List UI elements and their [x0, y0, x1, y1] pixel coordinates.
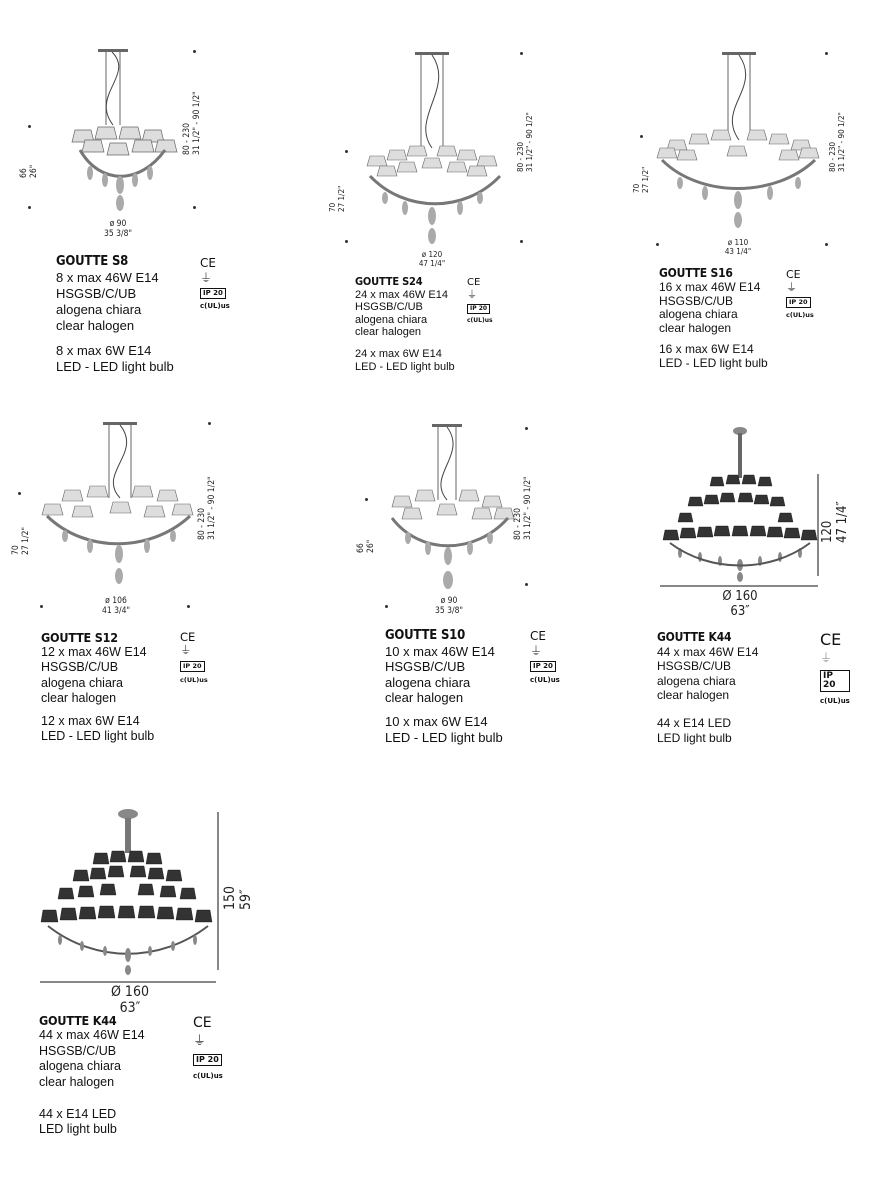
halogen-it: alogena chiara — [41, 675, 124, 690]
product-code: HSGSB/C/UB — [659, 293, 734, 308]
drop-in: 31 1/2" - 90 1/2" — [206, 476, 217, 540]
halogen-en: clear halogen — [657, 688, 730, 703]
diameter-cm: ø 106 — [105, 596, 127, 606]
height-dimension — [222, 886, 254, 910]
diameter-cm: ø 110 — [727, 238, 749, 247]
chandelier-s8-illustration — [40, 45, 200, 215]
height-dimension — [632, 167, 650, 193]
ul-listed-icon: c(UL)us — [530, 676, 560, 684]
led-spec: 12 x max 6W E14 — [41, 714, 140, 729]
halogen-en: clear halogen — [39, 1074, 115, 1089]
led-spec: 10 x max 6W E14 — [385, 713, 488, 729]
height-in: 26" — [365, 539, 376, 553]
drawing-goutte-s8 — [40, 45, 200, 215]
drop-cm: 80 - 230 — [197, 508, 207, 540]
chandelier-s12-illustration — [35, 418, 200, 593]
diameter-dimension — [712, 589, 768, 619]
drop-dimension — [516, 112, 534, 172]
ip20-icon: IP 20 — [530, 661, 556, 672]
ce-mark-icon: CE — [820, 630, 842, 649]
halogen-it: alogena chiara — [657, 673, 736, 688]
led-label: LED - LED light bulb — [659, 355, 768, 370]
halogen-spec: 44 x max 46W E14 — [657, 644, 759, 659]
ground-icon: ⏚ — [820, 651, 833, 665]
specs-goutte-k44-small — [657, 630, 758, 745]
halogen-it: alogena chiara — [659, 307, 738, 322]
drawing-goutte-s16 — [650, 48, 825, 233]
halogen-it: alogena chiara — [385, 674, 471, 690]
corner-mark — [208, 422, 211, 425]
halogen-spec: 12 x max 46W E14 — [41, 645, 147, 660]
height-cm: 70 — [328, 202, 337, 212]
corner-mark — [385, 605, 388, 608]
height-in: 27 1/2" — [641, 166, 651, 193]
product-name: GOUTTE K44 — [657, 630, 732, 644]
diameter-cm: ø 90 — [440, 596, 458, 606]
product-name: GOUTTE S24 — [355, 275, 423, 288]
chandelier-s10-illustration — [380, 420, 520, 595]
diameter-cm: Ø 160 — [722, 589, 758, 604]
diameter-cm: Ø 160 — [111, 984, 149, 1000]
specs-goutte-k44-large — [39, 1013, 145, 1138]
ip20-icon: IP 20 — [180, 661, 205, 672]
ul-listed-icon: c(UL)us — [193, 1072, 223, 1080]
drawing-goutte-s10 — [380, 420, 520, 595]
height-dimension — [328, 186, 346, 212]
halogen-it: alogena chiara — [39, 1059, 122, 1074]
corner-mark — [193, 50, 196, 53]
diameter-dimension — [427, 597, 471, 617]
corner-mark — [187, 605, 190, 608]
led-label: LED - LED light bulb — [56, 359, 174, 374]
diameter-dimension — [716, 238, 760, 256]
drop-dimension — [183, 91, 203, 155]
drop-in: 31 1/2" - 90 1/2" — [522, 476, 533, 540]
diameter-in: 63″ — [119, 1000, 141, 1016]
dimension-lines — [40, 812, 225, 987]
drop-dimension — [514, 476, 534, 540]
specs-goutte-s10 — [385, 628, 503, 745]
halogen-en: clear halogen — [355, 326, 422, 339]
diameter-cm: ø 90 — [109, 219, 127, 229]
diameter-in: 35 3/8" — [104, 228, 132, 239]
corner-mark — [28, 125, 31, 128]
product-name: GOUTTE S12 — [41, 630, 118, 645]
specs-goutte-s16 — [659, 267, 768, 371]
led-label: LED light bulb — [39, 1122, 117, 1137]
specs-goutte-s24 — [355, 276, 455, 373]
ce-mark-icon: CE — [786, 268, 801, 281]
halogen-spec: 44 x max 46W E14 — [39, 1028, 145, 1043]
ip20-icon: IP 20 — [786, 297, 811, 308]
drop-cm: 80 - 230 — [513, 508, 523, 540]
halogen-en: clear halogen — [56, 318, 135, 333]
ul-listed-icon: c(UL)us — [467, 317, 493, 324]
cert-icons — [530, 629, 560, 684]
height-cm: 70 — [632, 183, 641, 193]
corner-mark — [28, 206, 31, 209]
halogen-spec: 10 x max 46W E14 — [385, 643, 495, 659]
halogen-en: clear halogen — [385, 690, 464, 706]
ip20-icon: IP 20 — [467, 304, 490, 314]
height-dimension — [357, 540, 377, 553]
product-name: GOUTTE S8 — [56, 254, 129, 269]
corner-mark — [345, 240, 348, 243]
product-code: HSGSB/C/UB — [41, 660, 119, 675]
ip20-icon: IP 20 — [820, 670, 850, 692]
corner-mark — [825, 52, 828, 55]
drop-cm: 80 - 230 — [828, 141, 837, 172]
corner-mark — [825, 243, 828, 246]
drop-in: 31 1/2" - 90 1/2" — [525, 112, 535, 172]
corner-mark — [18, 492, 21, 495]
specs-goutte-s8 — [56, 254, 174, 375]
corner-mark — [345, 150, 348, 153]
product-name: GOUTTE S16 — [659, 266, 733, 280]
drop-cm: 80 - 230 — [182, 123, 192, 155]
led-spec: 44 x E14 LED — [657, 715, 732, 730]
height-cm: 70 — [11, 545, 21, 555]
corner-mark — [640, 135, 643, 138]
cert-icons — [786, 268, 814, 319]
ul-listed-icon: c(UL)us — [820, 697, 850, 705]
ground-icon: ⏚ — [467, 290, 477, 301]
specs-goutte-s12 — [41, 630, 154, 744]
drawing-goutte-s12 — [35, 418, 200, 593]
ground-icon: ⏚ — [530, 644, 543, 658]
halogen-en: clear halogen — [41, 690, 117, 705]
product-code: HSGSB/C/UB — [657, 659, 732, 674]
ce-mark-icon: CE — [530, 629, 546, 643]
ce-mark-icon: CE — [193, 1015, 212, 1031]
ip20-icon: IP 20 — [200, 288, 226, 299]
led-label: LED light bulb — [657, 730, 732, 745]
ground-icon: ⏚ — [200, 271, 213, 285]
product-code: HSGSB/C/UB — [56, 286, 137, 301]
height-in: 27 1/2" — [20, 527, 31, 555]
drawing-goutte-s24 — [355, 48, 515, 248]
chandelier-s24-illustration — [355, 48, 515, 248]
cert-icons — [200, 256, 230, 310]
height-cm: 120 — [820, 520, 835, 543]
diameter-in: 43 1/4" — [724, 247, 752, 257]
cert-icons — [820, 631, 850, 705]
product-code: HSGSB/C/UB — [39, 1043, 117, 1058]
led-label: LED - LED light bulb — [385, 729, 503, 745]
ground-icon: ⏚ — [180, 645, 192, 657]
drop-in: 31 1/2" - 90 1/2" — [191, 91, 202, 155]
led-spec: 44 x E14 LED — [39, 1107, 117, 1122]
diameter-dimension — [94, 597, 138, 617]
halogen-spec: 8 x max 46W E14 — [56, 270, 159, 285]
ground-icon: ⏚ — [193, 1033, 207, 1048]
height-in: 59″ — [238, 889, 254, 910]
ul-listed-icon: c(UL)us — [786, 310, 814, 319]
corner-mark — [520, 52, 523, 55]
height-in: 27 1/2" — [337, 185, 347, 212]
height-in: 26" — [28, 164, 39, 178]
height-in: 47 1/4″ — [835, 501, 850, 543]
led-label: LED - LED light bulb — [41, 729, 155, 744]
corner-mark — [193, 206, 196, 209]
product-name: GOUTTE K44 — [39, 1013, 117, 1028]
height-cm: 66 — [19, 168, 29, 178]
led-spec: 8 x max 6W E14 — [56, 343, 152, 358]
drop-dimension — [198, 476, 218, 540]
halogen-spec: 24 x max 46W E14 — [355, 288, 448, 301]
diameter-dimension — [96, 220, 140, 240]
ip20-icon: IP 20 — [193, 1054, 222, 1066]
diameter-in: 47 1/4" — [418, 259, 446, 269]
ce-mark-icon: CE — [180, 630, 196, 644]
cert-icons — [180, 631, 208, 684]
height-dimension — [12, 527, 32, 555]
led-spec: 24 x max 6W E14 — [355, 347, 442, 360]
halogen-spec: 16 x max 46W E14 — [659, 279, 761, 294]
cert-icons — [193, 1015, 223, 1080]
product-code: HSGSB/C/UB — [355, 301, 423, 314]
corner-mark — [525, 427, 528, 430]
ul-listed-icon: c(UL)us — [180, 675, 208, 684]
product-code: HSGSB/C/UB — [385, 659, 466, 675]
diameter-cm: ø 120 — [421, 250, 443, 259]
halogen-it: alogena chiara — [56, 302, 142, 317]
corner-mark — [656, 243, 659, 246]
diameter-in: 41 3/4" — [102, 605, 130, 616]
diameter-in: 35 3/8" — [435, 605, 463, 616]
ground-icon: ⏚ — [786, 282, 797, 294]
corner-mark — [520, 240, 523, 243]
diameter-dimension — [410, 250, 454, 268]
corner-mark — [525, 583, 528, 586]
led-spec: 16 x max 6W E14 — [659, 341, 754, 356]
height-cm: 66 — [356, 543, 366, 553]
height-dimension — [20, 165, 40, 178]
cert-icons — [467, 277, 493, 324]
corner-mark — [365, 498, 368, 501]
corner-mark — [40, 605, 43, 608]
ce-mark-icon: CE — [200, 256, 216, 270]
drop-dimension — [828, 112, 846, 172]
diameter-dimension — [100, 984, 160, 1016]
halogen-en: clear halogen — [659, 321, 732, 336]
ul-listed-icon: c(UL)us — [200, 302, 230, 310]
drop-cm: 80 - 230 — [516, 141, 525, 172]
halogen-it: alogena chiara — [355, 313, 428, 326]
drop-in: 31 1/2" - 90 1/2" — [837, 112, 847, 172]
product-name: GOUTTE S10 — [385, 628, 466, 643]
height-dimension — [820, 501, 850, 543]
diameter-in: 63″ — [730, 604, 750, 619]
chandelier-s16-illustration — [650, 48, 825, 233]
led-label: LED - LED light bulb — [355, 360, 455, 373]
height-cm: 150 — [222, 885, 238, 910]
dimension-lines — [660, 474, 825, 594]
ce-mark-icon: CE — [467, 277, 481, 288]
